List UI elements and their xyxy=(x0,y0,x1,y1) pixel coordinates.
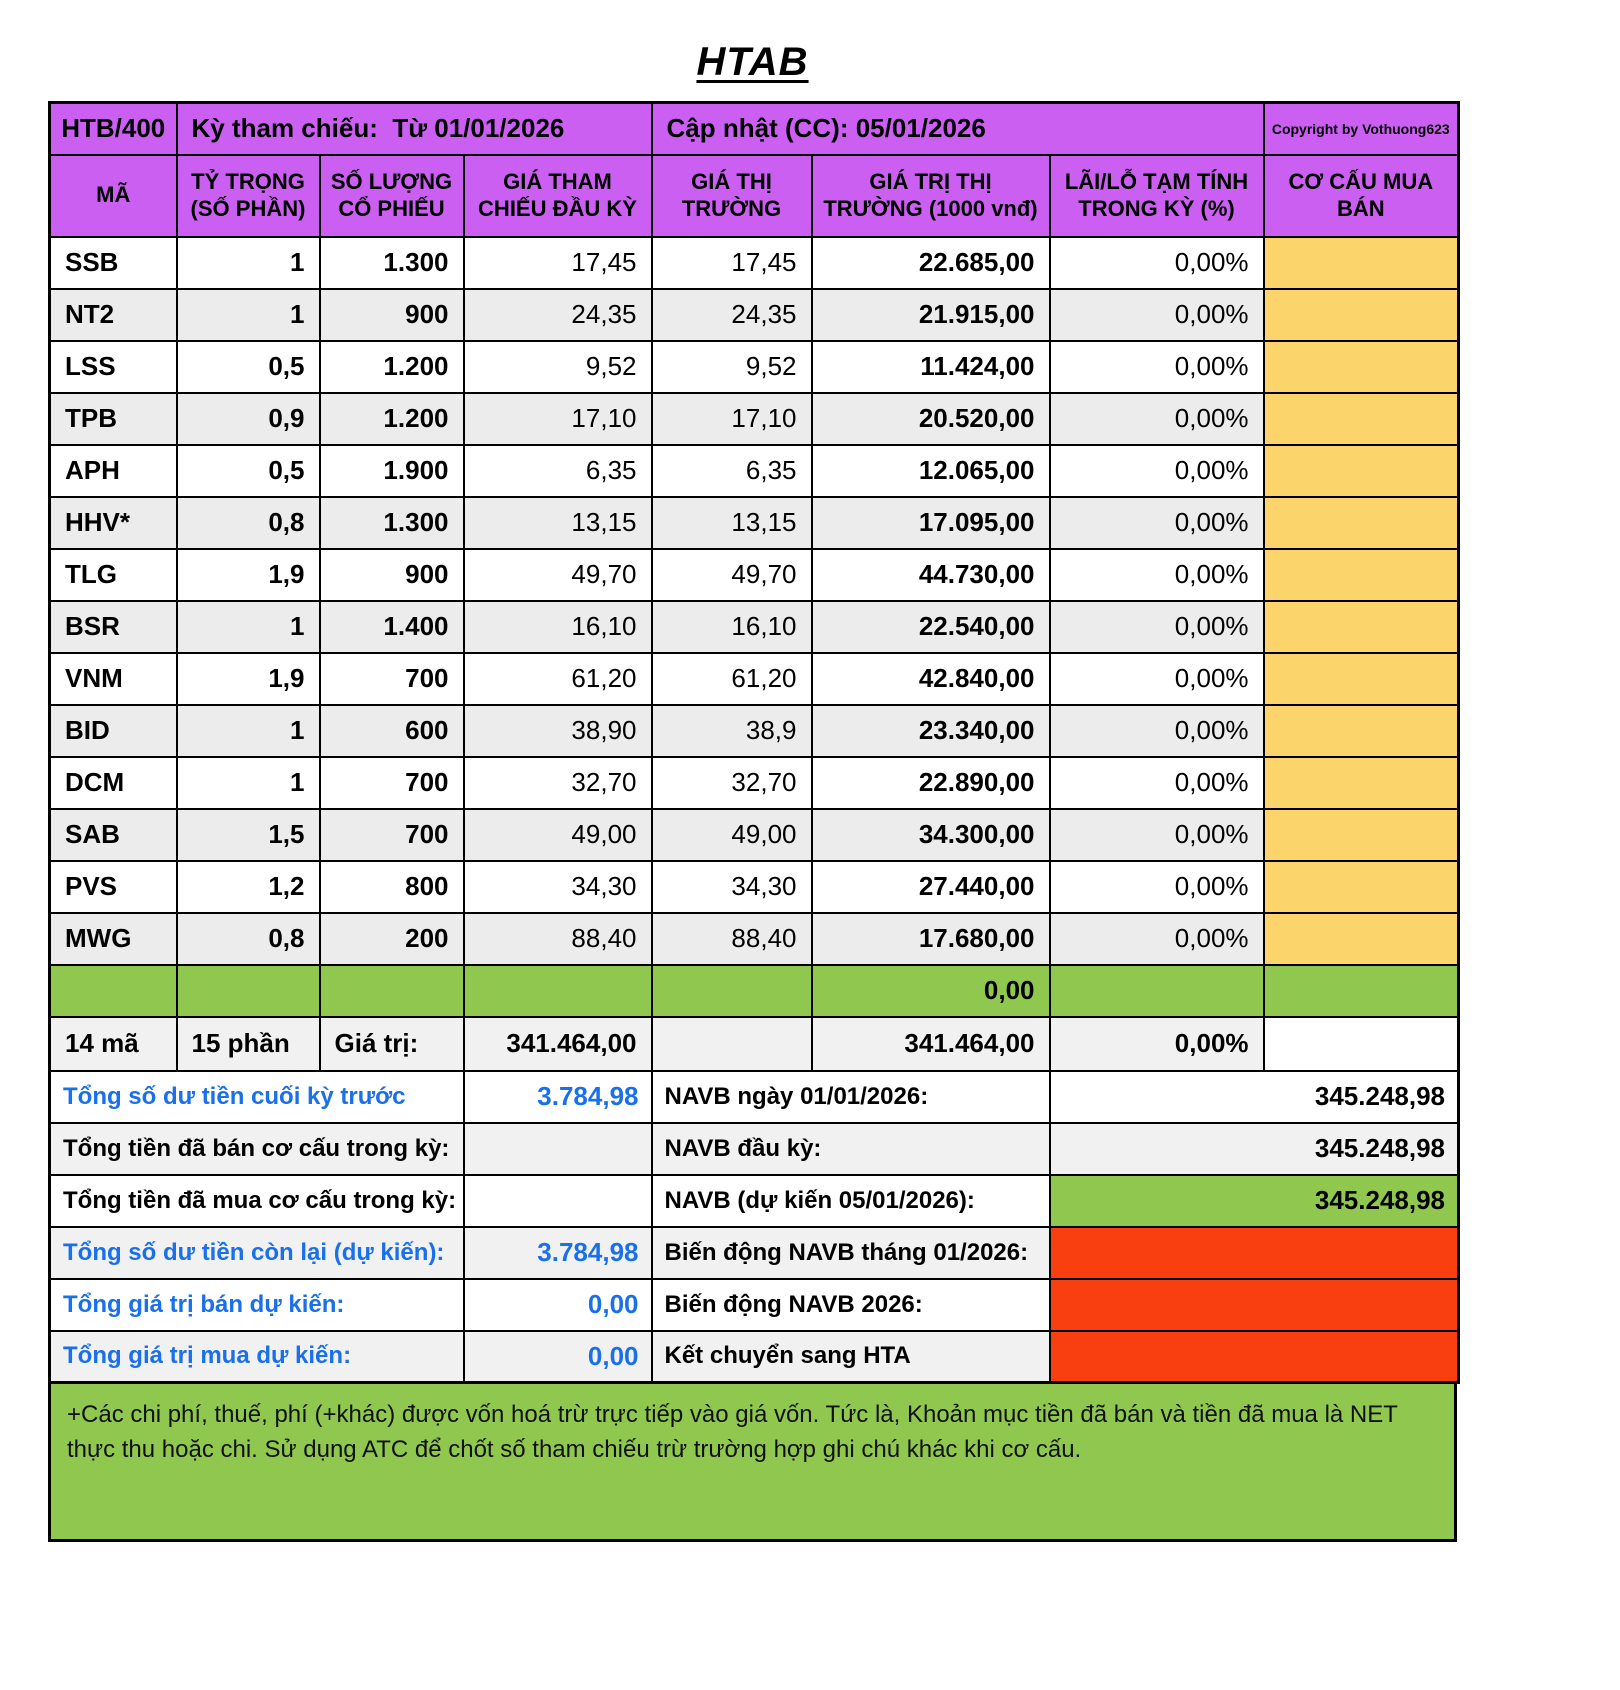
cell-gia-tri: 44.730,00 xyxy=(812,549,1050,601)
cell-gia-thi-truong: 61,20 xyxy=(652,653,812,705)
column-header-co-cau: CƠ CẤU MUA BÁN xyxy=(1264,155,1459,237)
table-totals xyxy=(50,965,1459,1071)
cell-gia-thi-truong: 13,15 xyxy=(652,497,812,549)
cell-so-luong: 600 xyxy=(320,705,464,757)
cell-gia-thi-truong: 34,30 xyxy=(652,861,812,913)
bottom-left-value: 3.784,98 xyxy=(464,1071,652,1123)
cell-so-luong: 700 xyxy=(320,809,464,861)
cell-blank xyxy=(1264,965,1459,1017)
cell-lai-lo: 0,00% xyxy=(1050,705,1264,757)
bottom-left-value xyxy=(464,1123,652,1175)
cell-ty-trong: 1 xyxy=(177,601,320,653)
cell-ty-trong: 1,5 xyxy=(177,809,320,861)
cell-blank xyxy=(652,1017,812,1071)
cell-ty-trong: 1 xyxy=(177,289,320,341)
cell-lai-lo: 0,00% xyxy=(1050,809,1264,861)
cell-gia-tham-chieu: 17,10 xyxy=(464,393,652,445)
cell-summary-ref-value: 341.464,00 xyxy=(464,1017,652,1071)
cell-co-cau xyxy=(1264,445,1459,497)
cell-gia-tham-chieu: 6,35 xyxy=(464,445,652,497)
cell-so-luong: 200 xyxy=(320,913,464,965)
stock-row-bsr xyxy=(50,601,1459,653)
bottom-row xyxy=(50,1175,1459,1227)
cell-gia-tham-chieu: 49,70 xyxy=(464,549,652,601)
cell-lai-lo: 0,00% xyxy=(1050,913,1264,965)
cell-ma: BSR xyxy=(50,601,177,653)
bottom-right-value: 345.248,98 xyxy=(1050,1071,1459,1123)
cell-co-cau xyxy=(1264,341,1459,393)
header-code-cell: HTB/400 xyxy=(50,103,177,155)
cell-ty-trong: 0,8 xyxy=(177,913,320,965)
cell-summary-value-label: Giá trị: xyxy=(320,1017,464,1071)
cell-co-cau xyxy=(1264,757,1459,809)
cell-ma: PVS xyxy=(50,861,177,913)
header-copyright-cell: Copyright by Vothuong623 xyxy=(1264,103,1459,155)
stock-row-dcm xyxy=(50,757,1459,809)
cell-blank xyxy=(177,965,320,1017)
cell-ma: MWG xyxy=(50,913,177,965)
stock-row-sab xyxy=(50,809,1459,861)
cell-gia-thi-truong: 38,9 xyxy=(652,705,812,757)
cell-gia-tham-chieu: 24,35 xyxy=(464,289,652,341)
cell-lai-lo: 0,00% xyxy=(1050,237,1264,289)
bottom-left-label: Tổng tiền đã mua cơ cấu trong kỳ: xyxy=(50,1175,464,1227)
bottom-left-label: Tổng giá trị mua dự kiến: xyxy=(50,1331,464,1383)
column-header-gia-tri-thi-truong: GIÁ TRỊ THỊ TRƯỜNG (1000 vnđ) xyxy=(812,155,1050,237)
cell-so-luong: 700 xyxy=(320,653,464,705)
stock-table-body xyxy=(50,237,1459,965)
page-title: HTAB xyxy=(696,40,809,84)
cell-lai-lo: 0,00% xyxy=(1050,341,1264,393)
bottom-section-body xyxy=(50,1071,1459,1383)
cell-co-cau xyxy=(1264,549,1459,601)
cell-lai-lo: 0,00% xyxy=(1050,445,1264,497)
bottom-right-label: NAVB (dự kiến 05/01/2026): xyxy=(652,1175,1050,1227)
cell-lai-lo: 0,00% xyxy=(1050,289,1264,341)
cell-lai-lo: 0,00% xyxy=(1050,549,1264,601)
stock-row-pvs xyxy=(50,861,1459,913)
cell-so-luong: 800 xyxy=(320,861,464,913)
cell-co-cau xyxy=(1264,653,1459,705)
bottom-row xyxy=(50,1279,1459,1331)
column-header-gia-thi-truong: GIÁ THỊ TRƯỜNG xyxy=(652,155,812,237)
footer-note: +Các chi phí, thuế, phí (+khác) được vốn hoá trừ trực tiếp vào giá vốn. Tức là, Khoản mục tiền đã bán và tiền đã mua là NET thực thu hoặc chi. Sử dụng ATC để chốt số tham chiếu trừ trường hợp ghi chú khác khi cơ cấu. xyxy=(48,1382,1457,1542)
bottom-right-label: NAVB đầu kỳ: xyxy=(652,1123,1050,1175)
cell-gia-thi-truong: 49,00 xyxy=(652,809,812,861)
cell-lai-lo: 0,00% xyxy=(1050,653,1264,705)
cell-summary-profit: 0,00% xyxy=(1050,1017,1264,1071)
total-blank-row xyxy=(50,965,1459,1017)
cell-gia-thi-truong: 16,10 xyxy=(652,601,812,653)
cell-gia-tham-chieu: 34,30 xyxy=(464,861,652,913)
column-header-lai-lo: LÃI/LỖ TẠM TÍNH TRONG KỲ (%) xyxy=(1050,155,1264,237)
cell-summary-market-value: 341.464,00 xyxy=(812,1017,1050,1071)
bottom-right-label: Kết chuyển sang HTA xyxy=(652,1331,1050,1383)
cell-gia-thi-truong: 17,45 xyxy=(652,237,812,289)
bottom-row xyxy=(50,1331,1459,1383)
cell-ty-trong: 0,5 xyxy=(177,445,320,497)
cell-ty-trong: 0,8 xyxy=(177,497,320,549)
bottom-right-value: 345.248,98 xyxy=(1050,1175,1459,1227)
cell-lai-lo: 0,00% xyxy=(1050,497,1264,549)
cell-lai-lo: 0,00% xyxy=(1050,601,1264,653)
bottom-left-value: 0,00 xyxy=(464,1279,652,1331)
bottom-right-label: Biến động NAVB 2026: xyxy=(652,1279,1050,1331)
cell-gia-tham-chieu: 61,20 xyxy=(464,653,652,705)
header-updated-cell: Cập nhật (CC): 05/01/2026 xyxy=(652,103,1264,155)
cell-gia-tri: 17.095,00 xyxy=(812,497,1050,549)
cell-lai-lo: 0,00% xyxy=(1050,393,1264,445)
cell-ty-trong: 1,9 xyxy=(177,653,320,705)
column-header-ty-trong: TỶ TRỌNG (SỐ PHẦN) xyxy=(177,155,320,237)
cell-blank xyxy=(652,965,812,1017)
cell-ma: SAB xyxy=(50,809,177,861)
cell-ma: APH xyxy=(50,445,177,497)
table-header-top xyxy=(50,103,1459,237)
cell-lai-lo: 0,00% xyxy=(1050,861,1264,913)
cell-ty-trong: 0,5 xyxy=(177,341,320,393)
cell-so-luong: 1.200 xyxy=(320,341,464,393)
cell-so-luong: 900 xyxy=(320,289,464,341)
summary-row xyxy=(50,1017,1459,1071)
stock-row-tlg xyxy=(50,549,1459,601)
bottom-right-label: NAVB ngày 01/01/2026: xyxy=(652,1071,1050,1123)
cell-gia-tham-chieu: 32,70 xyxy=(464,757,652,809)
cell-gia-tri: 11.424,00 xyxy=(812,341,1050,393)
cell-gia-tri: 12.065,00 xyxy=(812,445,1050,497)
cell-ma: DCM xyxy=(50,757,177,809)
cell-summary-count: 14 mã xyxy=(50,1017,177,1071)
cell-gia-thi-truong: 9,52 xyxy=(652,341,812,393)
cell-ty-trong: 1,9 xyxy=(177,549,320,601)
bottom-row xyxy=(50,1227,1459,1279)
cell-ty-trong: 1 xyxy=(177,757,320,809)
cell-ma: HHV* xyxy=(50,497,177,549)
cell-gia-thi-truong: 6,35 xyxy=(652,445,812,497)
cell-so-luong: 900 xyxy=(320,549,464,601)
cell-gia-tham-chieu: 38,90 xyxy=(464,705,652,757)
cell-gia-tri: 22.890,00 xyxy=(812,757,1050,809)
bottom-left-value: 0,00 xyxy=(464,1331,652,1383)
stock-row-hhv xyxy=(50,497,1459,549)
column-header-row xyxy=(50,155,1459,237)
header-period-cell: Kỳ tham chiếu: Từ 01/01/2026 xyxy=(177,103,652,155)
cell-blank xyxy=(50,965,177,1017)
cell-co-cau xyxy=(1264,289,1459,341)
cell-gia-tham-chieu: 13,15 xyxy=(464,497,652,549)
cell-summary-parts: 15 phần xyxy=(177,1017,320,1071)
cell-blank xyxy=(320,965,464,1017)
bottom-right-value xyxy=(1050,1227,1459,1279)
cell-gia-tham-chieu: 9,52 xyxy=(464,341,652,393)
cell-gia-tri: 27.440,00 xyxy=(812,861,1050,913)
bottom-left-label: Tổng giá trị bán dự kiến: xyxy=(50,1279,464,1331)
portfolio-table xyxy=(48,101,1460,1384)
cell-ty-trong: 1 xyxy=(177,237,320,289)
cell-blank xyxy=(1264,1017,1459,1071)
cell-gia-tri: 17.680,00 xyxy=(812,913,1050,965)
cell-ma: NT2 xyxy=(50,289,177,341)
stock-row-bid xyxy=(50,705,1459,757)
cell-co-cau xyxy=(1264,497,1459,549)
cell-so-luong: 1.900 xyxy=(320,445,464,497)
cell-gia-tham-chieu: 49,00 xyxy=(464,809,652,861)
cell-gia-tri: 22.540,00 xyxy=(812,601,1050,653)
cell-blank xyxy=(464,965,652,1017)
stock-row-tpb xyxy=(50,393,1459,445)
bottom-left-label: Tổng số dư tiền còn lại (dự kiến): xyxy=(50,1227,464,1279)
column-header-ma: MÃ xyxy=(50,155,177,237)
cell-ma: SSB xyxy=(50,237,177,289)
bottom-right-value: 345.248,98 xyxy=(1050,1123,1459,1175)
bottom-right-value xyxy=(1050,1331,1459,1383)
cell-ma: LSS xyxy=(50,341,177,393)
cell-gia-thi-truong: 32,70 xyxy=(652,757,812,809)
stock-row-aph xyxy=(50,445,1459,497)
column-header-so-luong: SỐ LƯỢNG CỔ PHIẾU xyxy=(320,155,464,237)
stock-row-mwg xyxy=(50,913,1459,965)
bottom-left-label: Tổng số dư tiền cuối kỳ trước xyxy=(50,1071,464,1123)
cell-gia-thi-truong: 24,35 xyxy=(652,289,812,341)
stock-row-ssb xyxy=(50,237,1459,289)
cell-ma: BID xyxy=(50,705,177,757)
cell-so-luong: 1.400 xyxy=(320,601,464,653)
cell-so-luong: 1.300 xyxy=(320,237,464,289)
cell-ty-trong: 0,9 xyxy=(177,393,320,445)
cell-co-cau xyxy=(1264,601,1459,653)
cell-total-market-value: 0,00 xyxy=(812,965,1050,1017)
cell-co-cau xyxy=(1264,705,1459,757)
cell-gia-tham-chieu: 16,10 xyxy=(464,601,652,653)
cell-lai-lo: 0,00% xyxy=(1050,757,1264,809)
cell-gia-tri: 22.685,00 xyxy=(812,237,1050,289)
column-header-gia-tham-chieu: GIÁ THAM CHIẾU ĐẦU KỲ xyxy=(464,155,652,237)
bottom-left-value xyxy=(464,1175,652,1227)
cell-ma: VNM xyxy=(50,653,177,705)
cell-ma: TLG xyxy=(50,549,177,601)
cell-gia-tri: 20.520,00 xyxy=(812,393,1050,445)
bottom-right-value xyxy=(1050,1279,1459,1331)
cell-so-luong: 700 xyxy=(320,757,464,809)
stock-row-nt2 xyxy=(50,289,1459,341)
cell-ma: TPB xyxy=(50,393,177,445)
cell-gia-thi-truong: 49,70 xyxy=(652,549,812,601)
cell-co-cau xyxy=(1264,913,1459,965)
cell-gia-tri: 42.840,00 xyxy=(812,653,1050,705)
bottom-row xyxy=(50,1123,1459,1175)
cell-so-luong: 1.300 xyxy=(320,497,464,549)
cell-ty-trong: 1 xyxy=(177,705,320,757)
cell-ty-trong: 1,2 xyxy=(177,861,320,913)
cell-co-cau xyxy=(1264,809,1459,861)
cell-gia-thi-truong: 88,40 xyxy=(652,913,812,965)
stock-row-vnm xyxy=(50,653,1459,705)
cell-gia-thi-truong: 17,10 xyxy=(652,393,812,445)
cell-so-luong: 1.200 xyxy=(320,393,464,445)
cell-gia-tri: 21.915,00 xyxy=(812,289,1050,341)
cell-gia-tham-chieu: 88,40 xyxy=(464,913,652,965)
cell-co-cau xyxy=(1264,237,1459,289)
bottom-row xyxy=(50,1071,1459,1123)
cell-blank xyxy=(1050,965,1264,1017)
stock-row-lss xyxy=(50,341,1459,393)
cell-gia-tri: 34.300,00 xyxy=(812,809,1050,861)
bottom-left-label: Tổng tiền đã bán cơ cấu trong kỳ: xyxy=(50,1123,464,1175)
header-top-row xyxy=(50,103,1459,155)
cell-gia-tri: 23.340,00 xyxy=(812,705,1050,757)
bottom-right-label: Biến động NAVB tháng 01/2026: xyxy=(652,1227,1050,1279)
bottom-left-value: 3.784,98 xyxy=(464,1227,652,1279)
cell-co-cau xyxy=(1264,861,1459,913)
cell-gia-tham-chieu: 17,45 xyxy=(464,237,652,289)
cell-co-cau xyxy=(1264,393,1459,445)
